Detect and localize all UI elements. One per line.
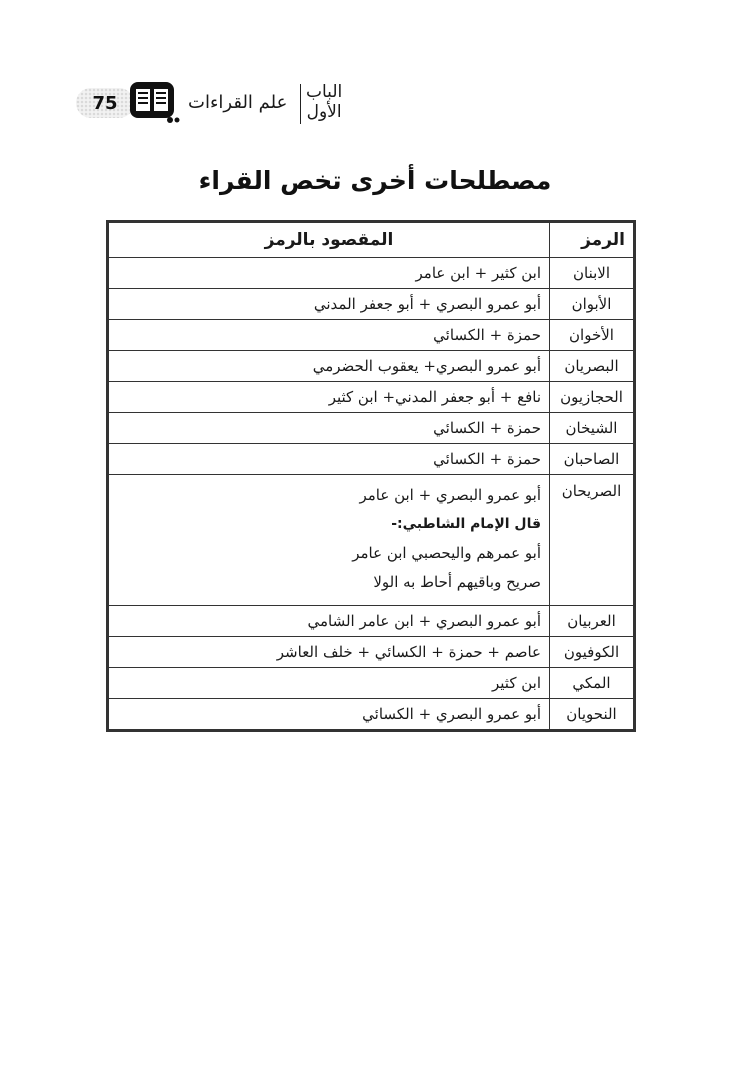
quote-intro: قال الإمام الشاطبي:- (391, 516, 541, 532)
table-row (109, 289, 634, 320)
row-symbol: الابنان (550, 258, 634, 289)
table-row (109, 699, 634, 730)
row-meaning: حمزة + الكسائي (109, 320, 550, 351)
table-row (109, 382, 634, 413)
row-meaning: ابن كثير + ابن عامر (109, 258, 550, 289)
row-symbol: الأبوان (550, 289, 634, 320)
table-row (109, 668, 634, 699)
row-symbol: الأخوان (550, 320, 634, 351)
row-symbol: الكوفيون (550, 637, 634, 668)
terms-table (106, 220, 636, 732)
section-title: مصطلحات أخرى تخص القراء (198, 166, 552, 195)
table-row (109, 258, 634, 289)
row-meaning: عاصم + حمزة + الكسائي + خلف العاشر (109, 637, 550, 668)
row-meaning: أبو عمرو البصري+ يعقوب الحضرمي (109, 351, 550, 382)
row-meaning (109, 475, 550, 606)
row-meaning: نافع + أبو جعفر المدني+ ابن كثير (109, 382, 550, 413)
verse-line-1: أبو عمرهم واليحصبي ابن عامر (352, 544, 541, 562)
row-symbol: المكي (550, 668, 634, 699)
row-symbol: النحويان (550, 699, 634, 730)
table-row (109, 413, 634, 444)
table-row (109, 444, 634, 475)
page-number: 75 (76, 88, 134, 118)
row-symbol: الصاحبان (550, 444, 634, 475)
row-symbol: البصريان (550, 351, 634, 382)
table-row (109, 637, 634, 668)
row-meaning: حمزة + الكسائي (109, 413, 550, 444)
table-row (109, 606, 634, 637)
subject-title: علم القراءات (188, 92, 288, 113)
row-meaning: ابن كثير (109, 668, 550, 699)
row-meaning: أبو عمرو البصري + الكسائي (109, 699, 550, 730)
row-symbol: العربيان (550, 606, 634, 637)
row-meaning: أبو عمرو البصري + أبو جعفر المدني (109, 289, 550, 320)
table-row (109, 351, 634, 382)
chapter-label (306, 82, 342, 122)
meaning-header: المقصود بالرمز (109, 223, 550, 258)
table-header-row (109, 223, 634, 258)
meaning-line: أبو عمرو البصري + ابن عامر (359, 486, 541, 504)
row-meaning: أبو عمرو البصري + ابن عامر الشامي (109, 606, 550, 637)
page-header (60, 78, 360, 134)
header-divider (300, 84, 301, 124)
row-symbol: الحجازيون (550, 382, 634, 413)
table-row (109, 320, 634, 351)
verse-line-2: صريح وباقيهم أحاط به الولا (373, 573, 541, 591)
row-meaning: حمزة + الكسائي (109, 444, 550, 475)
row-symbol: الصريحان (550, 475, 634, 606)
chapter-line-1: الباب (306, 82, 343, 102)
table-row (109, 475, 634, 606)
chapter-line-2: الأول (306, 102, 342, 122)
row-symbol: الشيخان (550, 413, 634, 444)
book-icon (126, 80, 180, 124)
symbol-header: الرمز (550, 223, 634, 258)
